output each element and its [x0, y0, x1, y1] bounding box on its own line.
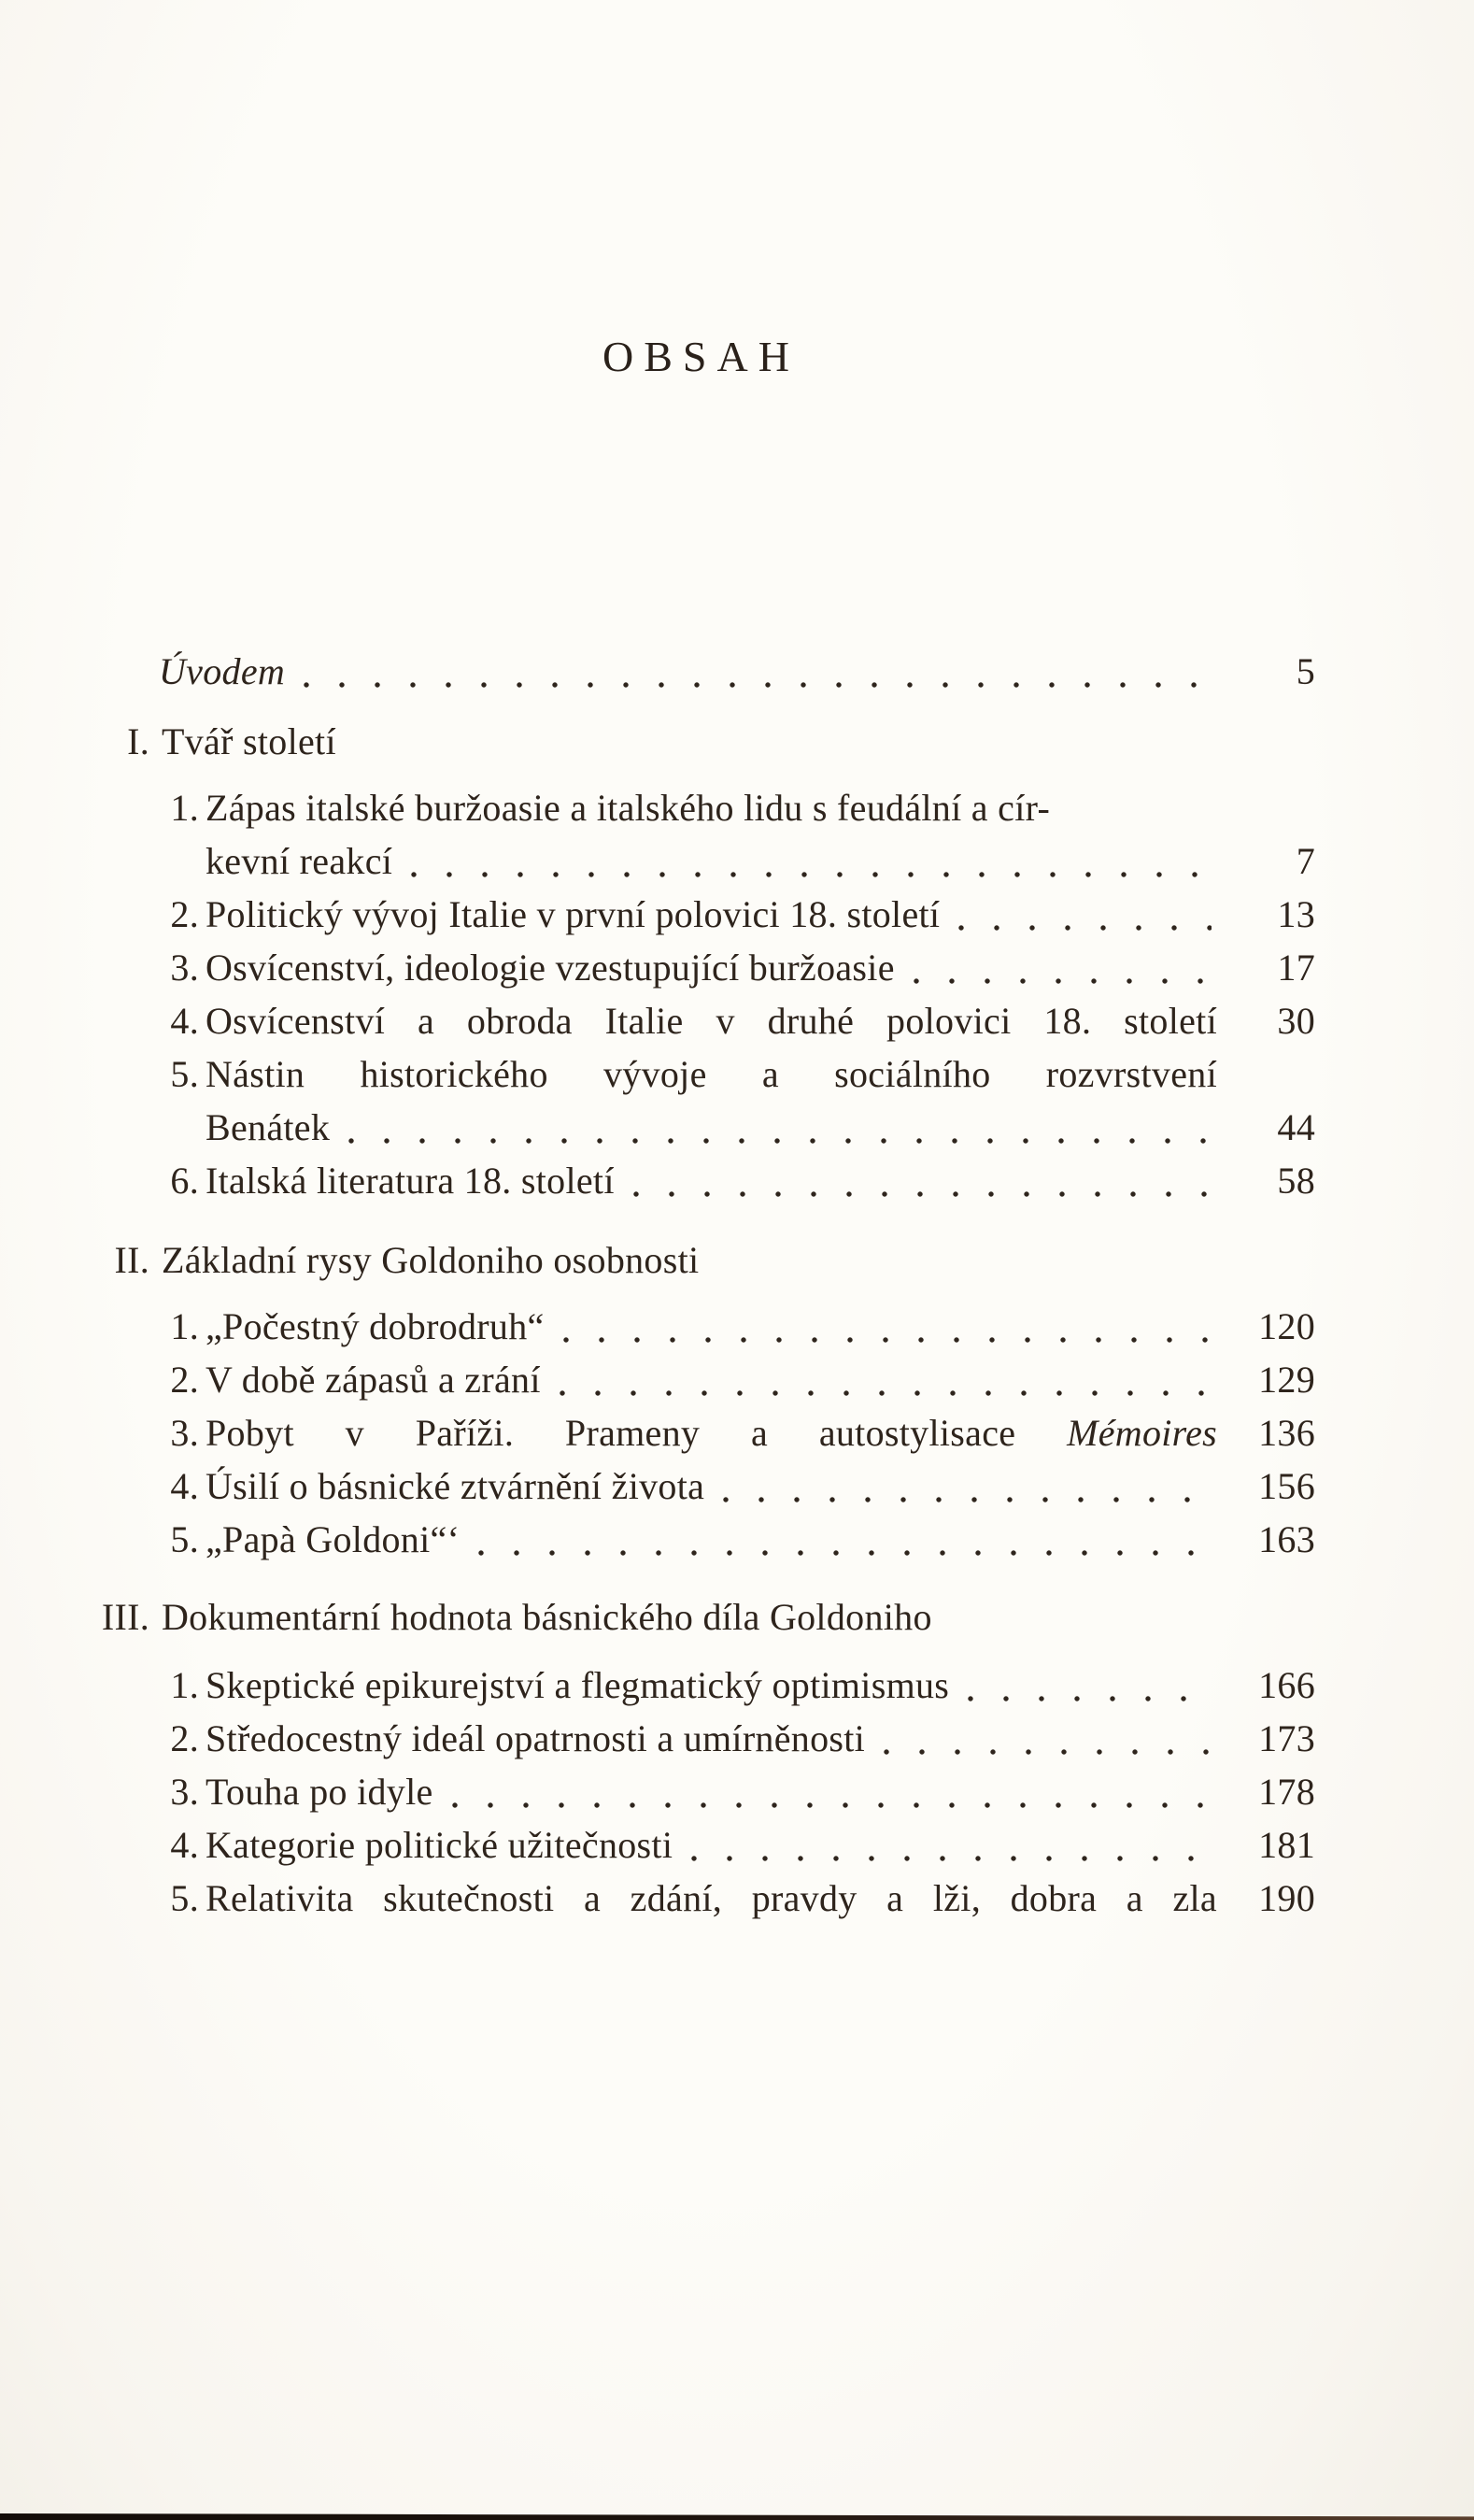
section-title: Základní rysy Goldoniho osobnosti: [162, 1239, 700, 1281]
entry-number: 4.: [170, 1000, 199, 1042]
entry-number: 2.: [170, 893, 199, 935]
toc-entry-continuation: [0, 834, 1315, 888]
leader-dots: [691, 1856, 1212, 1861]
entry-number: 4.: [170, 1824, 199, 1866]
toc-entry: [0, 1459, 1315, 1513]
page-number: 44: [1277, 1106, 1315, 1148]
toc-entry: [0, 1154, 1315, 1207]
section-numeral: I.: [127, 720, 149, 762]
entry-label: Skeptické epikurejství a flegmatický optimismus: [206, 1664, 950, 1706]
leader-dots: [348, 1138, 1212, 1144]
page-number: 163: [1258, 1518, 1315, 1560]
leader-dots: [884, 1749, 1212, 1755]
entry-number: 3.: [170, 1771, 199, 1813]
entry-number: 4.: [170, 1465, 199, 1507]
toc-entry: [0, 941, 1315, 994]
page-number-spacer: [1236, 1047, 1315, 1101]
entry-label: „Počestný dobrodruh“: [206, 1305, 545, 1347]
toc-entry: [0, 888, 1315, 941]
leader-dots: [723, 1497, 1212, 1502]
toc-entry: [0, 1765, 1315, 1818]
entry-number: 3.: [170, 1412, 199, 1454]
page-number: 166: [1258, 1664, 1315, 1706]
entry-label: [206, 1406, 1217, 1459]
entry-number: 5.: [170, 1877, 199, 1919]
page-number: 5: [1296, 650, 1315, 692]
entry-label-italic: Mémoires: [1067, 1412, 1217, 1454]
leader-dots: [914, 978, 1212, 984]
entry-label: „Papà Goldoni“‘: [206, 1518, 461, 1560]
entry-label: Kategorie politické užitečnosti: [206, 1824, 673, 1866]
entry-label: Úvodem: [159, 650, 286, 692]
section-heading-2: [0, 1233, 1315, 1287]
entry-number: 6.: [170, 1160, 199, 1202]
leader-dots: [478, 1550, 1212, 1556]
entry-label: Nástin historického vývoje a sociálního rozvrstvení: [206, 1053, 1217, 1095]
entry-number: 1.: [170, 1305, 199, 1347]
page-number: 120: [1258, 1305, 1315, 1347]
section-numeral: III.: [101, 1596, 149, 1638]
entry-label: Relativita skutečnosti a zdání, pravdy a lži, dobra a zla: [206, 1877, 1217, 1919]
entry-number: 1.: [170, 787, 199, 829]
entry-label: Středocestný ideál opatrnosti a umírněnosti: [206, 1717, 866, 1759]
page-number: 181: [1258, 1824, 1315, 1866]
entry-label: Touha po idyle: [206, 1771, 433, 1813]
entry-label: Benátek: [206, 1106, 331, 1148]
section-numeral: II.: [114, 1239, 149, 1281]
entry-label: Úsilí o básnické ztvárnění života: [206, 1465, 705, 1507]
toc-entry: [0, 1047, 1315, 1101]
table-of-contents: [0, 645, 1315, 1925]
section-title: Dokumentární hodnota básnického díla Goldoniho: [162, 1596, 932, 1638]
page-number: 156: [1258, 1465, 1315, 1507]
toc-entry: [0, 1659, 1315, 1712]
entry-number: 5.: [170, 1518, 199, 1560]
toc-entry: [0, 1353, 1315, 1406]
leader-dots: [968, 1696, 1212, 1701]
section-title: Tvář století: [162, 720, 336, 762]
page-number: 178: [1258, 1771, 1315, 1813]
scanned-book-page: [0, 335, 1474, 2520]
toc-entry: [0, 994, 1315, 1047]
page-number: 173: [1258, 1717, 1315, 1759]
leader-dots: [563, 1337, 1212, 1343]
page-number: 17: [1277, 947, 1315, 989]
entry-label: Osvícenství a obroda Italie v druhé polovici 18. století: [206, 1000, 1217, 1042]
entry-number: 5.: [170, 1053, 199, 1095]
entry-label-text: Pobyt v Paříži. Prameny a autostylisace: [206, 1412, 1068, 1454]
entry-number: 2.: [170, 1717, 199, 1759]
toc-entry: [0, 1872, 1315, 1925]
toc-entry: [0, 1818, 1315, 1872]
section-heading-3: [0, 1590, 1315, 1644]
entry-number: 2.: [170, 1359, 199, 1401]
entry-label: Zápas italské buržoasie a italského lidu s feudální a cír-: [206, 787, 1051, 829]
toc-entry: [0, 1513, 1315, 1566]
scan-edge-bar: [0, 2513, 1474, 2520]
toc-entry: [0, 1406, 1315, 1459]
entry-number: 3.: [170, 947, 199, 989]
leader-dots: [452, 1802, 1212, 1808]
page-title: OBSAH: [602, 333, 800, 380]
entry-label: Osvícenství, ideologie vzestupující buržoasie: [206, 947, 895, 989]
page-number: 129: [1258, 1359, 1315, 1401]
entry-number: 1.: [170, 1664, 199, 1706]
leader-dots: [958, 925, 1212, 931]
leader-dots: [560, 1390, 1212, 1396]
page-number: 30: [1277, 1000, 1315, 1042]
toc-entry-intro: [0, 645, 1315, 698]
entry-label: kevní reakcí: [206, 840, 393, 882]
page-number: 136: [1258, 1412, 1315, 1454]
entry-label: Italská literatura 18. století: [206, 1160, 615, 1202]
toc-entry: [0, 1300, 1315, 1353]
toc-entry-continuation: [0, 1101, 1315, 1154]
entry-label: V době zápasů a zrání: [206, 1359, 541, 1401]
toc-entry: [0, 1712, 1315, 1765]
leader-dots: [411, 872, 1212, 877]
page-number: 13: [1277, 893, 1315, 935]
toc-entry: [0, 781, 1315, 834]
entry-label: Politický vývoj Italie v první polovici 18. století: [206, 893, 941, 935]
page-number: 190: [1258, 1877, 1315, 1919]
page-number: 7: [1296, 840, 1315, 882]
page-number: 58: [1277, 1160, 1315, 1202]
leader-dots: [304, 682, 1212, 688]
section-heading-1: [0, 715, 1315, 768]
leader-dots: [633, 1191, 1212, 1197]
